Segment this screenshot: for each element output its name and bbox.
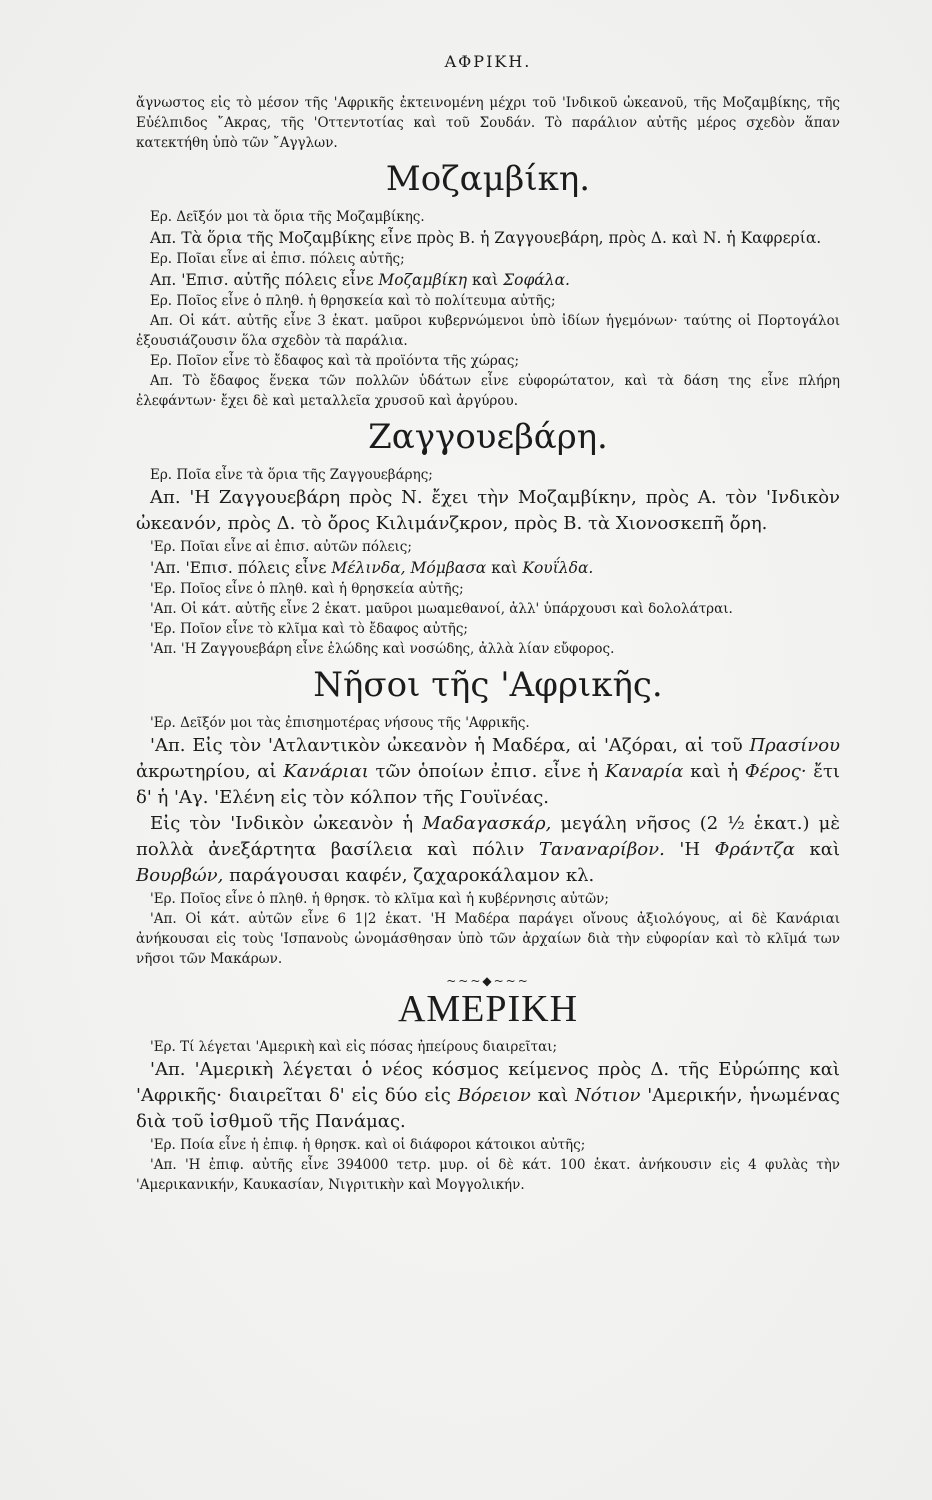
answer-2: 'Απ. 'Η ἐπιφ. αὐτῆς εἶνε 394000 τετρ. μυρ. οἱ δὲ κάτ. 100 ἑκατ. ἀνήκουσιν εἰς 4 φυλὰς τὴν 'Αμερικανικήν, Καυκασίαν, Νιγριτικὴν καὶ Μογγολικήν. <box>136 1157 840 1193</box>
section-heading-islands: Νῆσοι τῆς 'Αφρικῆς. <box>313 665 663 705</box>
question-2: Ερ. Ποῖαι εἶνε αἱ ἐπισ. πόλεις αὐτῆς; <box>150 251 405 267</box>
place-name: Καναρία <box>604 761 684 782</box>
answer-2 <box>136 269 840 291</box>
answer-text: καὶ <box>486 559 523 577</box>
answer-1 <box>136 1057 840 1135</box>
answer-text: Απ. 'Επισ. αὐτῆς πόλεις εἶνε <box>150 271 379 289</box>
question-2: 'Ερ. Ποία εἶνε ἡ ἐπιφ. ἡ θρησκ. καὶ οἱ διάφοροι κάτοικοι αὐτῆς; <box>150 1137 586 1153</box>
question-4: 'Ερ. Ποῖον εἶνε τὸ κλῖμα καὶ τὸ ἔδαφος αὐτῆς; <box>150 621 468 637</box>
place-name: Φέρος· <box>744 761 807 782</box>
question-3: 'Ερ. Ποῖος εἶνε ὁ πληθ. καὶ ἡ θρησκεία αὐτῆς; <box>150 581 464 597</box>
answer-text: ἀκρωτηρίου, αἱ <box>136 761 284 782</box>
city-name: Μόμβασα <box>410 559 487 577</box>
answer-text: 'Η <box>664 839 715 860</box>
section-heading-mozambique: Μοζαμβίκη. <box>385 159 591 199</box>
answer-4: Απ. Τὸ ἔδαφος ἕνεκα τῶν πολλῶν ὑδάτων εἶνε εὐφορώτατον, καὶ τὰ δάση της εἶνε πλήρη ἐλεφάντων· ἔχει δὲ καὶ μεταλλεῖα χρυσοῦ καὶ ἀργύρου. <box>136 373 840 409</box>
answer-text: 'Απ. 'Αμερικὴ λέγεται ὁ νέος κόσμος κείμενος πρὸς Δ. τῆς Εὐρώπης καὶ 'Αφρικῆς· διαιρεῖται δ' εἰς δύο εἰς <box>136 1059 840 1106</box>
answer-text: 'Αμερικήν, ἡνωμένας διὰ τοῦ ἰσθμοῦ τῆς Πανάμας. <box>136 1085 840 1132</box>
answer-text: καὶ <box>794 839 841 860</box>
place-name: Νότιον <box>575 1085 641 1106</box>
place-name: Πρασίνου <box>749 735 840 756</box>
place-name: Κανάριαι <box>283 761 369 782</box>
answer-text: καὶ ἡ <box>683 761 745 782</box>
question-2: 'Ερ. Ποῖαι εἶνε αἱ ἐπισ. αὐτῶν πόλεις; <box>150 539 412 555</box>
section-heading-zanzibar: Ζαγγουεβάρη. <box>368 417 608 457</box>
answer-1: Απ. 'Η Ζαγγουεβάρη πρὸς Ν. ἔχει τὴν Μοζαμβίκην, πρὸς Α. τὸν 'Ινδικὸν ὠκεανόν, πρὸς Δ. τὸ ὄρος Κιλιμάνζκρον, πρὸς Β. τὰ Χιονοσκεπῆ ὄρη. <box>136 487 840 534</box>
place-name: Ταναναρίβον. <box>538 839 665 860</box>
section-heading-america: ΑΜΕΡΙΚΗ <box>397 988 579 1030</box>
question-1: 'Ερ. Δεῖξόν μοι τὰς ἐπισημοτέρας νήσους τῆς 'Αφρικῆς. <box>150 715 530 731</box>
answer-text: τῶν ὁποίων ἐπισ. εἶνε ἡ <box>368 761 605 782</box>
place-name: Βουρβών, <box>136 865 224 886</box>
city-name: Μέλινδα, <box>331 559 406 577</box>
answer-3: 'Απ. Οἱ κάτ. αὐτῶν εἶνε 6 1|2 ἑκατ. 'Η Μαδέρα παράγει οἴνους ἀξιολόγους, αἱ δὲ Κανάριαι ἀνήκουσαι εἰς τοὺς 'Ισπανοὺς ὠνομάσθησαν ὑπὸ τῶν ἀρχαίων διὰ τὴν εὐφορίαν καὶ τὸ κλῖμά των νῆσοι τῶν Μακάρων. <box>136 911 840 967</box>
answer-text: 'Απ. 'Επισ. πόλεις εἶνε <box>150 559 332 577</box>
answer-text: Εἰς τὸν 'Ινδικὸν ὠκεανὸν ἡ <box>150 813 423 834</box>
question-2: 'Ερ. Ποῖος εἶνε ὁ πληθ. ἡ θρησκ. τὸ κλῖμα καὶ ἡ κυβέρνησις αὐτῶν; <box>150 891 609 907</box>
answer-2 <box>136 811 840 889</box>
question-1: Ερ. Δεῖξόν μοι τὰ ὅρια τῆς Μοζαμβίκης. <box>150 209 425 225</box>
answer-2 <box>136 557 840 579</box>
city-name: Κουΐλδα. <box>522 559 594 577</box>
city-name: Μοζαμβίκη <box>378 271 468 289</box>
answer-text: ἔτι δ' ἡ 'Αγ. 'Ελένη εἰς τὸν κόλπον τῆς Γουϊνέας. <box>136 761 840 808</box>
answer-3: Απ. Οἱ κάτ. αὐτῆς εἶνε 3 ἑκατ. μαῦροι κυβερνώμενοι ὑπὸ ἰδίων ἡγεμόνων· ταύτης οἱ Πορτογάλοι ἐξουσιάζουσιν ὅλα σχεδὸν τὰ παράλια. <box>136 313 840 349</box>
city-name: Σοφάλα. <box>503 271 570 289</box>
answer-3: 'Απ. Οἱ κάτ. αὐτῆς εἶνε 2 ἑκατ. μαῦροι μωαμεθανοί, ἀλλ' ὑπάρχουσι καὶ δολολάτραι. <box>150 601 733 617</box>
answer-text: μεγάλη νῆσος (2 ½ ἑκατ.) μὲ πολλὰ ἀνεξάρτητα βασίλεια καὶ πόλιν <box>136 813 841 860</box>
ornament-divider: ~~~◆~~~ <box>446 974 530 988</box>
answer-4: 'Απ. 'Η Ζαγγουεβάρη εἶνε ἑλώδης καὶ νοσώδης, ἀλλὰ λίαν εὔφορος. <box>150 641 615 657</box>
answer-text: καὶ <box>530 1085 575 1106</box>
intro-paragraph: ἄγνωστος εἰς τὸ μέσον τῆς 'Αφρικῆς ἐκτεινομένη μέχρι τοῦ 'Ινδικοῦ ὠκεανοῦ, τῆς Μοζαμβίκης, τῆς Εὐέλπιδος ῎Ακρας, τῆς 'Οττεντοτίας καὶ τοῦ Σουδάν. Τὸ παράλιον αὐτῆς μέρος σχεδὸν ἅπαν κατεκτήθη ὑπὸ τῶν ῎Αγγλων. <box>136 95 840 151</box>
answer-1: Απ. Τὰ ὅρια τῆς Μοζαμβίκης εἶνε πρὸς Β. ἡ Ζαγγουεβάρη, πρὸς Δ. καὶ Ν. ἡ Καφρερία. <box>150 229 822 247</box>
answer-text: παράγουσαι καφέν, ζαχαροκάλαμον κλ. <box>223 865 595 886</box>
running-head: ΑΦΡΙΚΗ. <box>444 52 532 71</box>
answer-text: 'Απ. Εἰς τὸν 'Ατλαντικὸν ὠκεανὸν ἡ Μαδέρα, αἱ 'Αζόραι, αἱ τοῦ <box>150 735 750 756</box>
question-1: 'Ερ. Τί λέγεται 'Αμερικὴ καὶ εἰς πόσας ἠπείρους διαιρεῖται; <box>150 1039 558 1055</box>
place-name: Μαδαγασκάρ, <box>422 813 552 834</box>
place-name: Βόρειον <box>457 1085 531 1106</box>
place-name: Φράντζα <box>714 839 795 860</box>
question-3: Ερ. Ποῖος εἶνε ὁ πληθ. ἡ θρησκεία καὶ τὸ πολίτευμα αὐτῆς; <box>150 293 556 309</box>
question-4: Ερ. Ποῖον εἶνε τὸ ἔδαφος καὶ τὰ προϊόντα τῆς χώρας; <box>150 353 519 369</box>
answer-text: καὶ <box>467 271 504 289</box>
question-1: Ερ. Ποῖα εἶνε τὰ ὅρια τῆς Ζαγγουεβάρης; <box>150 467 433 483</box>
answer-1 <box>136 733 840 811</box>
